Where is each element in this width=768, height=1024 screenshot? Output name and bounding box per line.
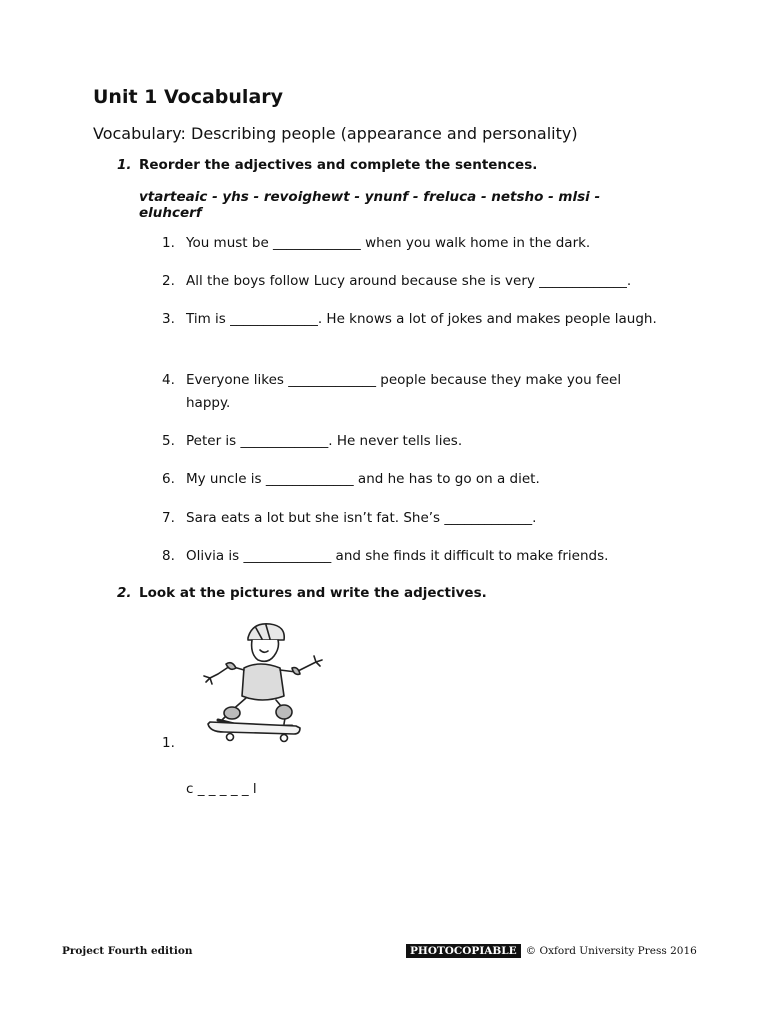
copyright-text: © Oxford University Press 2016 (525, 945, 697, 957)
item-text: My uncle is _____________ and he has to go on a diet. (186, 471, 540, 487)
photocopiable-badge: PHOTOCOPIABLE (406, 944, 521, 958)
item-number: 1. (162, 235, 175, 251)
item-text: Tim is _____________. He knows a lot of jokes and makes people laugh. (186, 311, 657, 327)
item-number: 3. (162, 311, 175, 327)
item-text: Peter is _____________. He never tells lies. (186, 433, 463, 449)
list-item (162, 369, 662, 415)
exercise-1-instruction: Reorder the adjectives and complete the sentences. (139, 157, 538, 173)
list-item (162, 507, 682, 530)
footer-edition: Project Fourth edition (62, 945, 193, 957)
list-item (162, 232, 682, 255)
footer-copyright-block (406, 944, 697, 958)
exercise-2-number: 2. (117, 585, 132, 601)
exercise-1-number: 1. (117, 157, 132, 173)
skateboarder-illustration (200, 620, 325, 745)
list-item (162, 270, 682, 293)
exercise-2-heading (117, 585, 487, 601)
list-item (162, 430, 682, 453)
answer-hint: c _ _ _ _ _ l (186, 781, 257, 797)
item-number: 2. (162, 273, 175, 289)
list-item (162, 545, 682, 568)
item-number: 1. (162, 735, 175, 751)
page-title: Unit 1 Vocabulary (93, 86, 284, 108)
item-number: 5. (162, 433, 175, 449)
item-text: Olivia is _____________ and she finds it difficult to make friends. (186, 548, 609, 564)
item-text: Everyone likes _____________ people because they make you feel happy. (186, 372, 622, 411)
item-number: 7. (162, 510, 175, 526)
scrambled-words: vtarteaic - yhs - revoighewt - ynunf - freluca - netsho - mlsi - eluhcerf (139, 189, 601, 221)
item-text: All the boys follow Lucy around because she is very _____________. (186, 273, 632, 289)
item-text: Sara eats a lot but she isn’t fat. She’s _____________. (186, 510, 537, 526)
item-number: 6. (162, 471, 175, 487)
list-item (162, 308, 662, 331)
list-item (162, 468, 682, 491)
item-number: 8. (162, 548, 175, 564)
exercise-1-heading (117, 157, 537, 173)
item-text: You must be _____________ when you walk home in the dark. (186, 235, 591, 251)
page-subtitle: Vocabulary: Describing people (appearance and personality) (93, 124, 578, 143)
exercise-2-instruction: Look at the pictures and write the adjectives. (139, 585, 487, 601)
item-number: 4. (162, 372, 175, 388)
